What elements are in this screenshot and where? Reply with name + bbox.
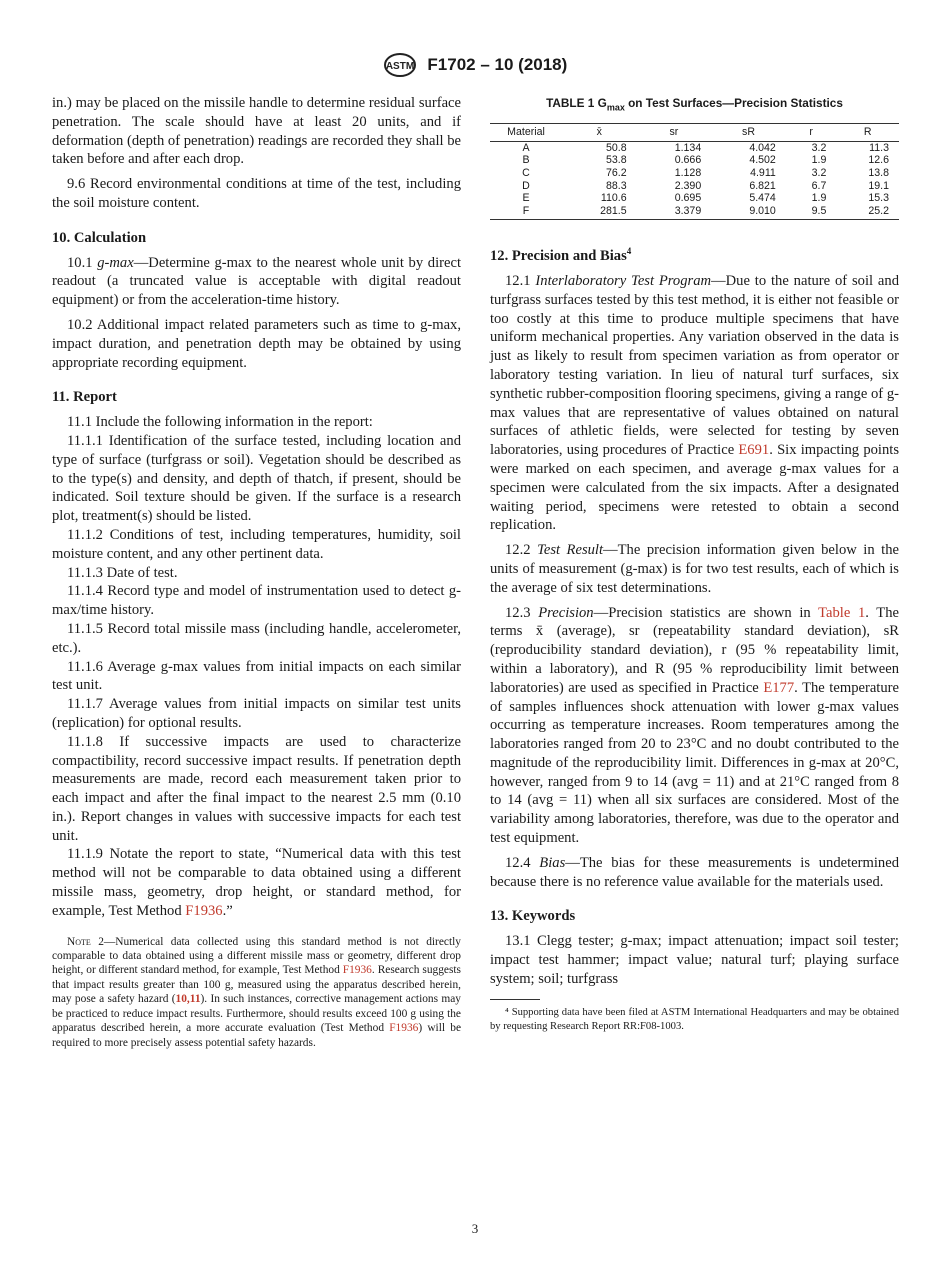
table-cell: E [522, 192, 530, 205]
table-cell: 25.2 [836, 205, 899, 220]
section-11-1-9: 11.1.9 Notate the report to state, “Numerical data with this test method will not be comparable to data obtained using a different missile mass, geometry, drop height, or standard method, for example, Test Method F1936.” [52, 846, 461, 919]
table-cell: 5.474 [749, 192, 776, 205]
link-table-1[interactable]: Table 1 [818, 604, 866, 621]
table-cell: 4.502 [749, 154, 776, 167]
section-11-1-2: 11.1.2 Conditions of test, including temperatures, humidity, soil moisture content, and any other pertinent data. [52, 526, 461, 562]
table-row [490, 154, 899, 167]
table-cell: 15.3 [868, 192, 889, 205]
section-12-3: 12.3 Precision—Precision statistics are shown in Table 1. The terms x̄ (average), sr (repeatability standard deviation), sR (reproducibility standard deviation), r (95 % repeatability limit, within a laboratory), and R (95 % reproducibility limit between laboratories) are used as specified in Practice E177. The temperature of samples influences shock attenuation with lower g-max values occurring as temperature increases. Room temperatures among the laboratories ranged from 20 to 23°C and no doubt contributed to the magnitude of the reproducibility limit. Differences in g-max at 20°C, however, ranged from 9 to 14 (avg = 11) and at 21°C ranged from 8 to 14 (avg = 11) when all six surfaces are considered. Most of the variability among laboratories, therefore, was due to the operator and test equipment. [490, 604, 899, 847]
footnote-4: ⁴ Supporting data have been filed at ASTM International Headquarters and may be obtained by requesting Research Report RR:F08-1003. [490, 1006, 899, 1032]
right-column [490, 94, 899, 1034]
table-title: TABLE 1 $G_{max}$ on Test Surfaces—Precision Statistics [546, 96, 843, 113]
table-cell: C [522, 166, 530, 179]
table-cell: 1.128 [674, 166, 702, 179]
table-cell: 110.6 [600, 192, 627, 205]
table-cell: 2.390 [674, 179, 702, 192]
page-header [0, 52, 950, 78]
col-average: x̄ [562, 124, 637, 142]
table-header-row [490, 124, 899, 142]
svg-text:ASTM: ASTM [385, 61, 414, 72]
section-12-1: 12.1 Interlaboratory Test Program—Due to the nature of soil and turfgrass surfaces tested by this test method, it is either not feasible or too costly at this time to produce multiple specimens that have uniform mechanical properties. Any variation observed in the data is just as likely to result from specimen variation as from operator or laboratory testing variation. In lieu of natural turf surfaces, six synthetic rubber-composition flooring specimens, giving a range of g-max values that are representative of values obtained on natural surfaces of athletic fields, were selected for testing by seven laboratories, using procedures of Practice E691. Six impacting points were marked on each specimen, and average g-max values for a specimen were calculated from the six impacts. After a designated waiting period, specimens were retested to obtain a second replication. [490, 272, 899, 534]
section-12-4: 12.4 Bias—The bias for these measurements is undetermined because there is no reference value available for the materials used. [490, 854, 899, 890]
section-13-1: 13.1 Clegg tester; g-max; impact attenuation; impact soil tester; impact test hammer; impact value; natural turf; playing surface system; soil; turfgrass [490, 933, 899, 987]
table-cell: 76.2 [605, 166, 627, 179]
table-cell: 1.9 [811, 192, 827, 205]
table-row [490, 180, 899, 193]
section-11-1-6: 11.1.6 Average g-max values from initial impacts on each similar test unit. [52, 658, 461, 694]
table-cell: 9.5 [786, 205, 837, 220]
heading-precision-bias: 12. Precision and Bias$^4$ [490, 246, 632, 265]
table-cell: 0.666 [674, 154, 702, 167]
table-cell: 88.3 [605, 179, 627, 192]
table-cell: 1.9 [811, 154, 827, 167]
table-cell: 50.8 [605, 141, 627, 154]
table-cell: 19.1 [868, 179, 889, 192]
note-2: Note 2—Numerical data collected using this standard method is not directly comparable to data obtained using a different missile mass or geometry, different drop height, or different standard method, for example, Test Method F1936. Research suggests that impact results greater than 100 g, measured using the apparatus described herein, may pose a safety hazard (10,11). In such instances, corrective management actions may be practiced to reduce impact results. Furthermore, should results exceed 100 g using the apparatus described herein, a more accurate evaluation (Test Method F1936) will be required to more precisely assess potential safety hazards. [52, 935, 461, 1049]
link-f1936-note[interactable]: F1936 [342, 964, 372, 977]
table-row [490, 167, 899, 180]
table-cell: 4.042 [749, 141, 776, 154]
section-12-2: 12.2 Test Result—The precision information given below in the units of measurement (g-max) is for two test results, each of which is the average of six test determinations. [490, 542, 899, 596]
precision-table [490, 123, 899, 220]
table-cell: D [522, 179, 530, 192]
astm-logo-icon [383, 52, 417, 78]
table-cell: 281.5 [562, 205, 637, 220]
section-11-1-5: 11.1.5 Record total missile mass (including handle, accelerometer, etc.). [52, 620, 461, 656]
table-cell: 11.3 [869, 141, 889, 154]
table-cell: 53.8 [605, 154, 627, 167]
left-column [52, 94, 461, 1050]
col-r: r [786, 124, 837, 142]
section-10-2: 10.2 Additional impact related parameters such as time to g-max, impact duration, and penetration depth may be obtained by using appropriate recording equipment. [52, 316, 461, 371]
col-material: Material [490, 124, 562, 142]
page-number: 3 [471, 1221, 479, 1236]
section-10-1: 10.1 g-max—Determine g-max to the nearest whole unit by direct readout (a truncated value is acceptable with digital readout equipment) or from the acceleration-time history. [52, 254, 461, 309]
col-sR: sR [711, 124, 786, 142]
table-cell: 4.911 [750, 166, 776, 179]
section-11-1-3: 11.1.3 Date of test. [67, 564, 178, 581]
table-cell: A [522, 141, 530, 154]
table-row [490, 192, 899, 205]
heading-calculation: 10. Calculation [52, 229, 147, 246]
table-cell: 9.010 [711, 205, 786, 220]
heading-report: 11. Report [52, 389, 117, 406]
footnote-divider [490, 999, 540, 1000]
section-11-1-7: 11.1.7 Average values from initial impacts on similar test units (replication) for optional results. [52, 696, 461, 731]
designation: F1702 – 10 (2018) [427, 55, 568, 74]
table-row [490, 141, 899, 154]
heading-keywords: 13. Keywords [490, 908, 576, 925]
table-cell: 3.379 [637, 205, 712, 220]
table-cell: F [490, 205, 562, 220]
table-cell: B [522, 154, 530, 167]
table-cell: 6.7 [811, 179, 827, 192]
table-cell: 1.134 [674, 141, 702, 154]
table-cell: 0.695 [674, 192, 702, 205]
section-11-1-4: 11.1.4 Record type and model of instrumentation used to detect g-max/time history. [52, 583, 461, 619]
section-11-1-1: 11.1.1 Identification of the surface tested, including location and type of surface (turfgrass or soil). Vegetation should be described as to the type(s) and density, and depth of thatch, if present, should be indicated. Soil texture should be given. If the surface is a research plot, treatment(s) should be listed. [52, 432, 461, 525]
section-11-1-8: 11.1.8 If successive impacts are used to characterize compactibility, record successive impact results. If penetration depth measurements are made, record each measurement taken prior to each impact and after the final impact to the nearest 2.5 mm (0.10 in.). Report changes in values with successive impacts for each test unit. [52, 733, 461, 844]
table-cell: 3.2 [811, 166, 827, 179]
link-refs-10-11[interactable]: 10,11 [175, 993, 201, 1006]
col-sr: sr [637, 124, 712, 142]
section-11-1: 11.1 Include the following information in the report: [67, 414, 373, 431]
link-e691[interactable]: E691 [738, 442, 770, 459]
link-e177[interactable]: E177 [763, 679, 795, 696]
link-f1936-note-2[interactable]: F1936 [389, 1022, 419, 1035]
table-row [490, 205, 899, 220]
section-9-6: 9.6 Record environmental conditions at time of the test, including the soil moisture content. [52, 176, 461, 211]
col-R: R [836, 124, 899, 142]
table-cell: 12.6 [868, 154, 889, 167]
table-cell: 6.821 [749, 179, 776, 192]
link-f1936[interactable]: F1936 [185, 902, 223, 919]
table-cell: 3.2 [811, 141, 827, 154]
table-cell: 13.8 [868, 166, 889, 179]
paragraph-continued: in.) may be placed on the missile handle to determine residual surface penetration. The scale should have at least 20 units, and if deformation (depth of penetration) readings are recorded they shall be taken before and after each drop. [52, 95, 461, 168]
